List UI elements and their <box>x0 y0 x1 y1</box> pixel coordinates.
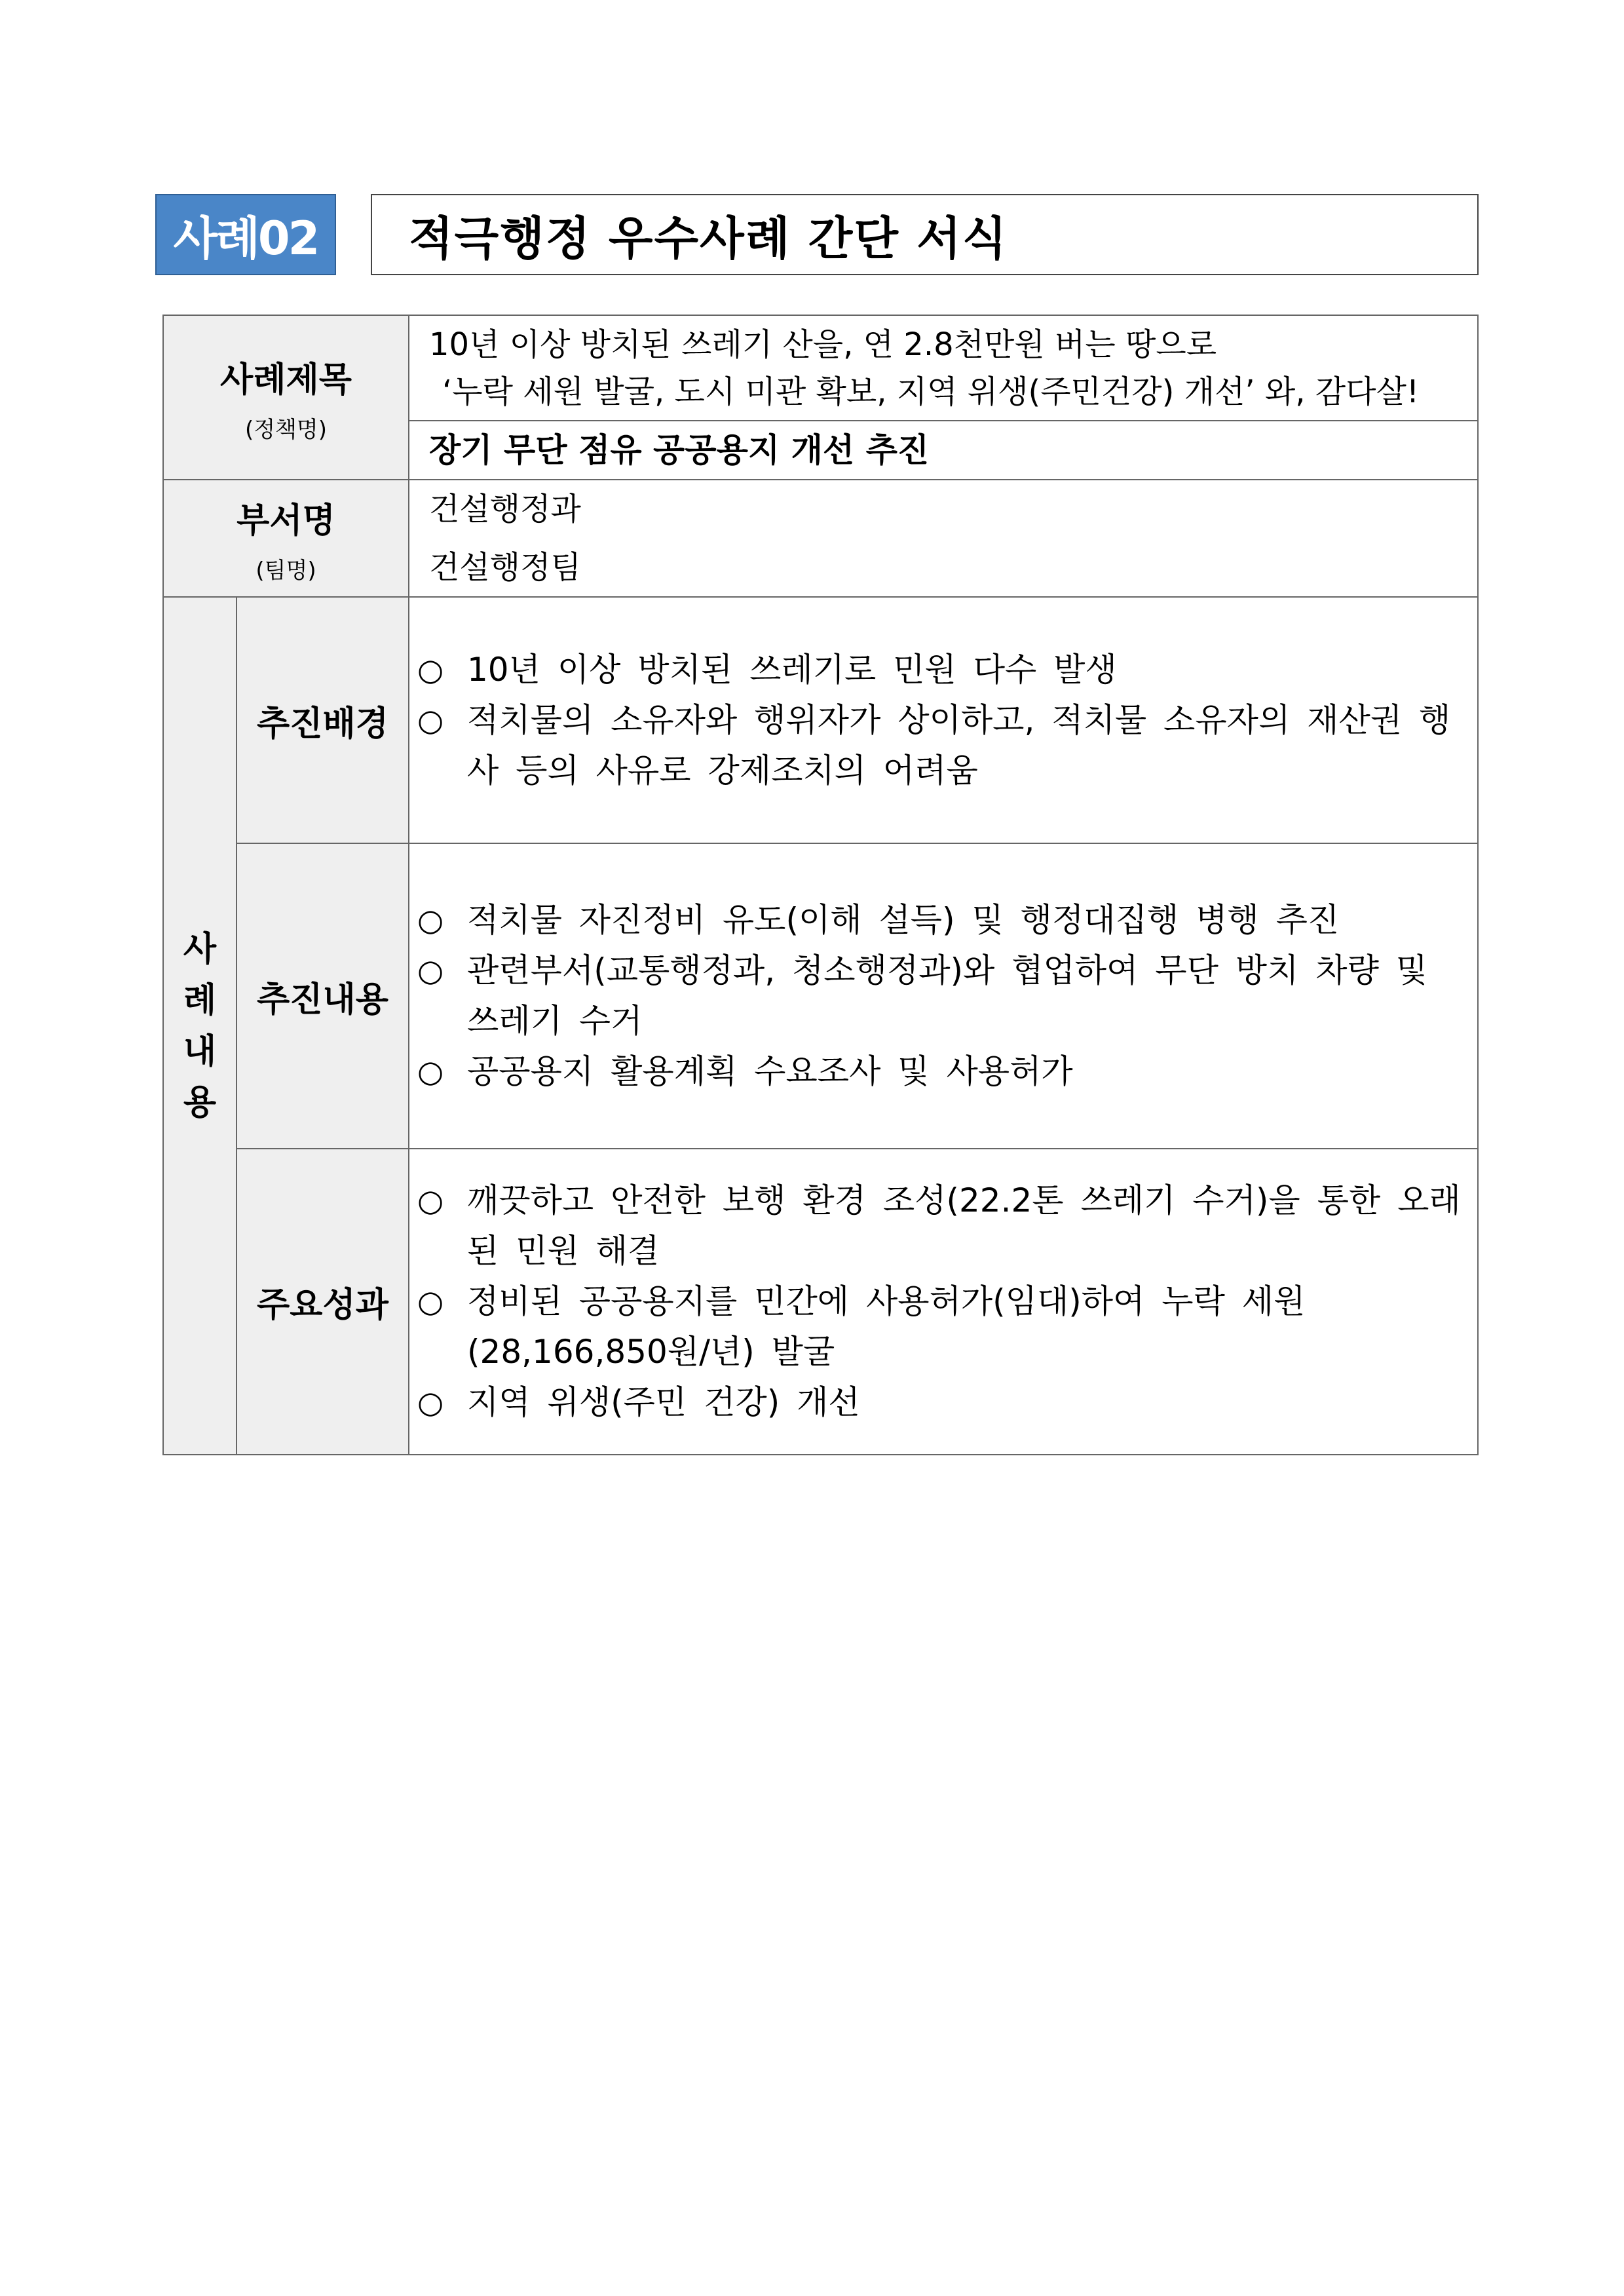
circle-bullet-icon: ○ <box>417 651 444 687</box>
bullet-item <box>417 895 1471 946</box>
bullet-item <box>417 1046 1471 1097</box>
label-char: 례 <box>183 980 217 1020</box>
case-headline-line2: ‘누락 세원 발굴, 도시 미관 확보, 지역 위생(주민건강) 개선’ 와, 감다살! <box>442 373 1420 410</box>
policy-name: 장기 무단 점유 공공용지 개선 추진 <box>429 431 930 469</box>
section-header-results <box>236 1148 409 1455</box>
circle-bullet-icon: ○ <box>417 953 444 988</box>
label-char: 사 <box>183 929 217 969</box>
section-header-implementation <box>236 843 409 1149</box>
bullet-item <box>417 946 1471 1046</box>
case-title-header <box>162 315 409 480</box>
label-char: 용 <box>183 1082 217 1122</box>
bullet-text: 관련부서(교통행정과, 청소행정과)와 협업하여 무단 방치 차량 및 쓰레기 수거 <box>467 951 1428 1040</box>
department-name: 건설행정과 <box>429 491 581 528</box>
policy-name-cell <box>408 420 1479 480</box>
case-title-label: 사례제목 <box>220 360 352 400</box>
case-headline-line1: 10년 이상 방치된 쓰레기 산을, 연 2.8천만원 버는 땅으로 <box>429 326 1217 363</box>
department-cell <box>408 479 1479 598</box>
circle-bullet-icon: ○ <box>417 902 444 938</box>
bullet-text: 공공용지 활용계획 수요조사 및 사용허가 <box>467 1052 1073 1090</box>
circle-bullet-icon: ○ <box>417 1284 444 1319</box>
label-char: 내 <box>183 1031 217 1071</box>
section-label: 주요성과 <box>257 1286 388 1325</box>
bullet-text: 적치물 자진정비 유도(이해 설득) 및 행정대집행 병행 추진 <box>467 901 1340 939</box>
bullet-text: 적치물의 소유자와 행위자가 상이하고, 적치물 소유자의 재산권 행사 등의 사유로 강제조치의 어려움 <box>467 700 1451 790</box>
bullet-item <box>417 1176 1471 1276</box>
department-header <box>162 479 409 598</box>
document-title: 적극행정 우수사례 간단 서식 <box>409 211 1008 265</box>
department-label: 부서명 <box>236 501 335 541</box>
section-content-background <box>408 596 1479 844</box>
circle-bullet-icon: ○ <box>417 1054 444 1089</box>
circle-bullet-icon: ○ <box>417 1385 444 1420</box>
section-header-background <box>236 596 409 844</box>
bullet-text: 지역 위생(주민 건강) 개선 <box>467 1383 860 1421</box>
team-name: 건설행정팀 <box>429 548 581 586</box>
bullet-item <box>417 1276 1471 1377</box>
bullet-item <box>417 645 1471 695</box>
bullet-text: 10년 이상 방치된 쓰레기로 민원 다수 발생 <box>467 650 1117 689</box>
case-title-sublabel: (정책명) <box>244 416 328 443</box>
case-headline-cell <box>408 315 1479 421</box>
bullet-text: 깨끗하고 안전한 보행 환경 조성(22.2톤 쓰레기 수거)을 통한 오래된 민원 해결 <box>467 1181 1461 1270</box>
bullet-text: 정비된 공공용지를 민간에 사용허가(임대)하여 누락 세원 (28,166,850원/년) 발굴 <box>467 1282 1306 1371</box>
section-label: 추진배경 <box>257 704 388 744</box>
bullet-item <box>417 695 1471 796</box>
case-number-badge: 사례02 <box>155 194 336 275</box>
circle-bullet-icon: ○ <box>417 1183 444 1218</box>
circle-bullet-icon: ○ <box>417 702 444 738</box>
section-content-implementation <box>408 843 1479 1149</box>
department-sublabel: (팀명) <box>255 557 316 584</box>
section-content-results <box>408 1148 1479 1455</box>
case-content-label <box>183 924 216 1128</box>
section-label: 추진내용 <box>257 980 388 1020</box>
case-content-header <box>162 596 237 1455</box>
bullet-item <box>417 1377 1471 1428</box>
